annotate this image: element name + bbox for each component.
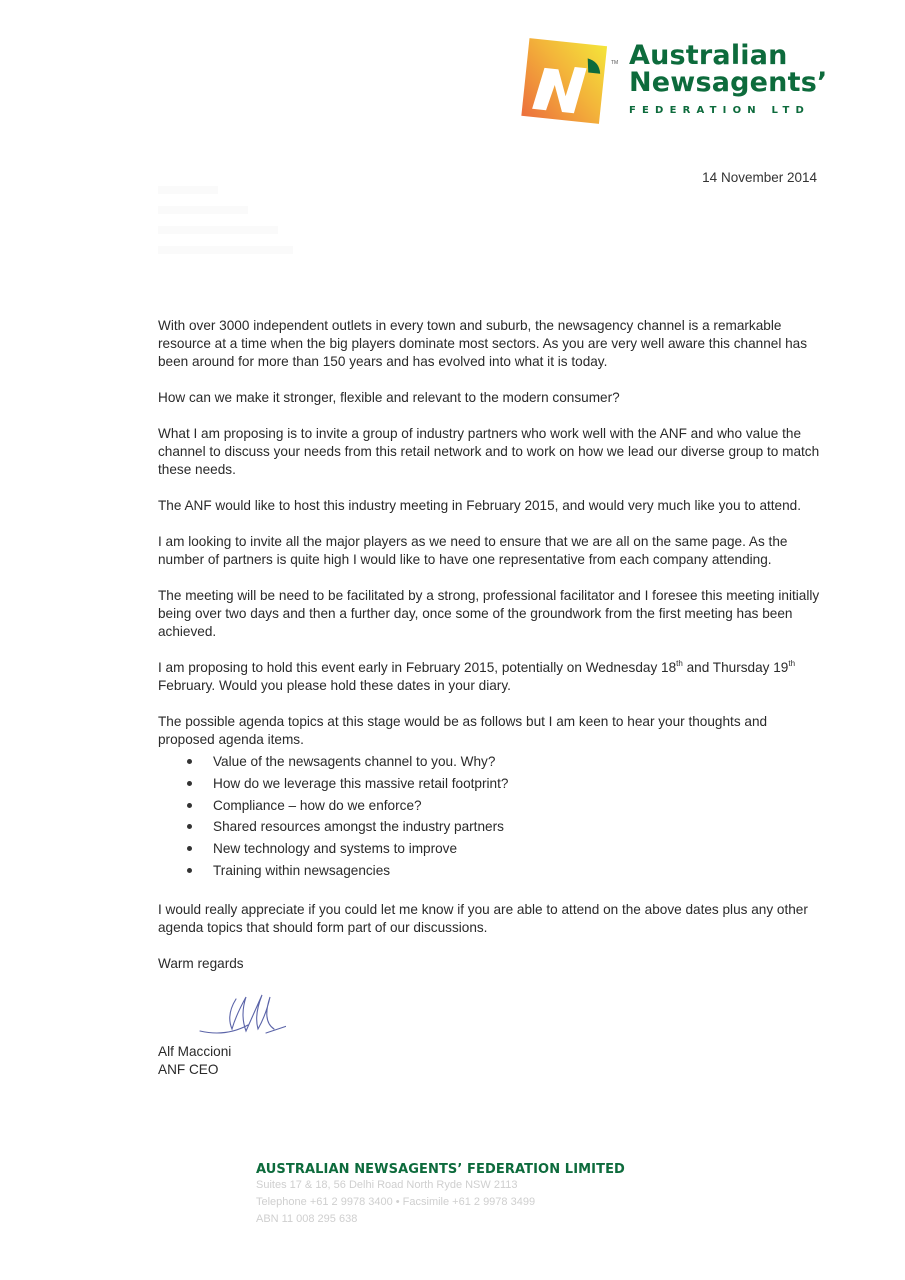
- footer-org-name: AUSTRALIAN NEWSAGENTS’ FEDERATION LIMITED: [256, 1162, 625, 1177]
- dates-text-3: February. Would you please hold these dates in your diary.: [158, 678, 511, 693]
- letterhead-logo: [519, 38, 828, 138]
- agenda-item: [158, 816, 823, 838]
- paragraph-facilitator: The meeting will be need to be facilitated by a strong, professional facilitator and I foresee this meeting initially being over two days and then a further day, once some of the groundwork from the first meeting has been achieved.: [158, 588, 820, 639]
- handwritten-signature-icon: [196, 985, 823, 1043]
- footer-phone: Telephone +61 2 9978 3400 • Facsimile +61 2 9978 3499: [256, 1196, 536, 1208]
- agenda-item: [158, 773, 823, 795]
- agenda-list: [158, 751, 823, 882]
- agenda-item: [158, 795, 823, 817]
- anf-n-logo-icon: [519, 38, 609, 128]
- dates-text-2: and Thursday 19: [682, 660, 789, 675]
- signatory-title: ANF CEO: [158, 1061, 219, 1077]
- bullet-icon: [187, 781, 192, 786]
- trademark-mark: TM: [611, 60, 619, 66]
- agenda-item: [158, 838, 823, 860]
- bullet-icon: [187, 824, 192, 829]
- dates-text-1: I am proposing to hold this event early in February 2015, potentially on Wednesday 18: [158, 660, 677, 675]
- ordinal-suffix: th: [676, 659, 683, 668]
- bullet-icon: [187, 803, 192, 808]
- paragraph-host-meeting: The ANF would like to host this industry meeting in February 2015, and would very much like you to attend.: [158, 498, 802, 513]
- agenda-item-text: Shared resources amongst the industry partners: [213, 819, 504, 835]
- agenda-item-text: Value of the newsagents channel to you. Why?: [213, 754, 496, 769]
- letter-date: 14 November 2014: [702, 170, 817, 185]
- footer-abn: ABN 11 008 295 638: [256, 1213, 358, 1225]
- wordmark-line-2: Newsagents’: [629, 67, 828, 98]
- signatory-name: Alf Maccioni: [158, 1043, 232, 1059]
- wordmark-line-1: Australian: [629, 40, 788, 71]
- paragraph-question: How can we make it stronger, flexible and relevant to the modern consumer?: [158, 390, 620, 405]
- bullet-icon: [187, 846, 192, 851]
- agenda-item-text: Training within newsagencies: [213, 862, 391, 878]
- paragraph-agenda-intro: The possible agenda topics at this stage would be as follows but I am keen to hear your thoughts and proposed agenda items.: [158, 714, 768, 747]
- letter-footer: [256, 1162, 625, 1228]
- agenda-item-text: New technology and systems to improve: [213, 841, 458, 857]
- paragraph-proposal: What I am proposing is to invite a group of industry partners who work well with the ANF and who value the channel to discuss your needs from this retail network and to work on how we lead our diverse group to match these needs.: [158, 426, 820, 477]
- paragraph-invite-players: I am looking to invite all the major players as we need to ensure that we are all on the same page. As the number of partners is quite high I would like to have one representative from each company attending.: [158, 534, 788, 567]
- bullet-icon: [187, 759, 192, 764]
- org-wordmark: [629, 42, 827, 116]
- bullet-icon: [187, 868, 192, 873]
- closing-salutation: Warm regards: [158, 955, 244, 971]
- wordmark-line-3: FEDERATION LTD: [629, 105, 810, 116]
- paragraph-intro: With over 3000 independent outlets in every town and suburb, the newsagency channel is a remarkable resource at a time when the big players dominate most sectors. As you are very well aware this channel has been around for more than 150 years and has evolved into what it is today.: [158, 318, 808, 369]
- paragraph-dates: [158, 659, 823, 695]
- agenda-item-text: Compliance – how do we enforce?: [213, 797, 422, 813]
- footer-address: Suites 17 & 18, 56 Delhi Road North Ryde NSW 2113: [256, 1179, 518, 1191]
- ordinal-suffix: th: [788, 659, 796, 668]
- redacted-recipient-address: [158, 186, 298, 286]
- paragraph-closing-request: I would really appreciate if you could let me know if you are able to attend on the above dates plus any other agenda topics that should form part of our discussions.: [158, 901, 808, 935]
- agenda-item-text: How do we leverage this massive retail footprint?: [213, 775, 509, 791]
- agenda-item: [158, 751, 823, 773]
- agenda-item: [158, 860, 823, 882]
- letter-body: [158, 317, 823, 1079]
